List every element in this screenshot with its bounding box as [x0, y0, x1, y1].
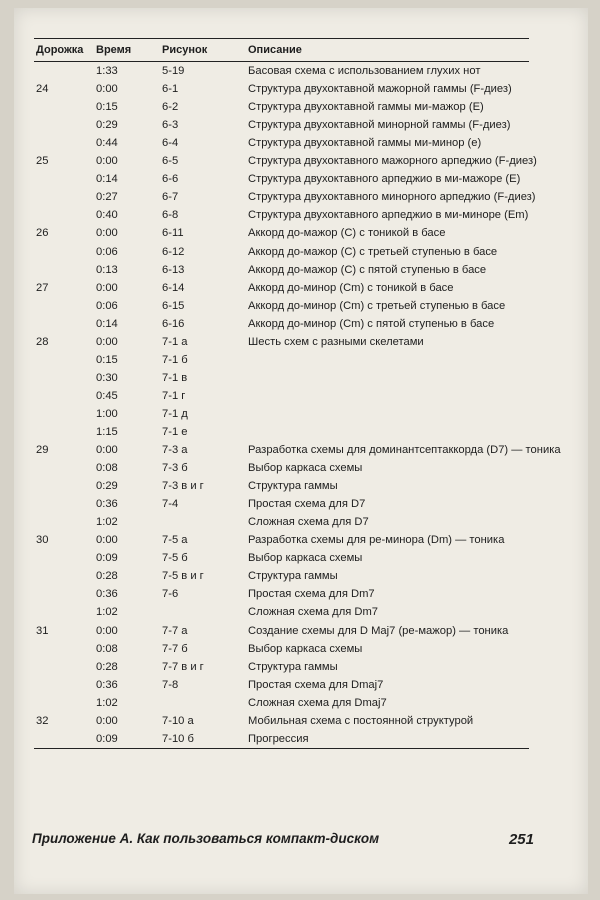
cell-time: 0:00: [96, 714, 118, 727]
cell-track: [34, 585, 94, 603]
cell-track: [34, 477, 94, 495]
cell-track: 27: [36, 281, 49, 294]
cell-description: Выбор каркаса схемы: [248, 462, 363, 475]
cell-figure: 7-10 а: [162, 714, 194, 727]
cell-track: [34, 243, 94, 261]
cell-figure: 7-8: [162, 678, 179, 691]
cell-figure: 7-7 а: [162, 624, 188, 637]
cell-description: Структура двухоктавного арпеджио в ми-мажоре (E): [248, 173, 521, 186]
cell-time: 0:14: [96, 317, 118, 330]
cell-figure: 5-19: [162, 65, 185, 78]
table-row: [34, 170, 529, 188]
cell-track: 29: [36, 444, 49, 457]
table-row: [34, 459, 529, 477]
cell-description: Прогрессия: [246, 730, 529, 749]
cell-track: [34, 567, 94, 585]
cell-time: 0:08: [96, 642, 118, 655]
cell-description: Сложная схема для Dm7: [248, 606, 379, 619]
cell-track: 28: [36, 335, 49, 348]
cell-description: [246, 387, 529, 405]
table-row: [34, 640, 529, 658]
cell-figure: 7-3 в и г: [162, 480, 204, 493]
cell-description: Выбор каркаса схемы: [248, 552, 363, 565]
cell-track: 24: [36, 83, 49, 96]
table-row: [34, 297, 529, 315]
cell-description: Создание схемы для D Maj7 (ре-мажор) — тоника: [248, 624, 509, 637]
cell-track: [34, 315, 94, 333]
cell-description: Разработка схемы для доминантсептаккорда (D7) — тоника: [248, 444, 561, 457]
cell-description: Аккорд до-мажор (C) с третьей ступенью в басе: [248, 245, 498, 258]
table-row: [34, 513, 529, 531]
table-row: [34, 152, 529, 170]
cell-time: 0:40: [96, 209, 118, 222]
cell-figure: 6-7: [162, 191, 179, 204]
cell-time: 0:00: [96, 227, 118, 240]
cell-time: 0:00: [96, 281, 118, 294]
cell-time: 0:14: [96, 173, 118, 186]
cell-figure: 7-1 е: [162, 425, 188, 438]
table-row: [34, 531, 529, 549]
track-table: [34, 38, 561, 749]
cell-track: [34, 188, 94, 206]
cell-figure: [160, 694, 246, 712]
cell-figure: [160, 513, 246, 531]
cell-description: Структура двухоктавной мажорной гаммы (F-диез): [248, 83, 512, 96]
cell-track: [34, 369, 94, 387]
cell-track: [34, 603, 94, 621]
table-row: [34, 351, 529, 369]
page-footer: [32, 831, 534, 848]
cell-track: 31: [36, 624, 49, 637]
table-header: [34, 39, 529, 62]
table-row: [34, 98, 529, 116]
cell-time: 0:15: [96, 353, 118, 366]
cell-track: [34, 387, 94, 405]
cell-time: 0:06: [96, 299, 118, 312]
cell-track: [34, 459, 94, 477]
table-row: [34, 405, 529, 423]
table-row: [34, 116, 529, 134]
table-row: [34, 622, 529, 640]
cell-figure: 6-8: [162, 209, 179, 222]
cell-track: [34, 261, 94, 279]
cell-time: 0:08: [96, 462, 118, 475]
cell-time: 0:27: [96, 191, 118, 204]
cell-description: Разработка схемы для ре-минора (Dm) — тоника: [248, 534, 505, 547]
cell-track: 26: [36, 227, 49, 240]
footer-title: Приложение А. Как пользоваться компакт-диском: [32, 831, 380, 846]
cell-description: Сложная схема для D7: [248, 516, 369, 529]
cell-time: 0:28: [96, 570, 118, 583]
cell-description: Шесть схем с разными скелетами: [248, 335, 424, 348]
table-row: [34, 567, 529, 585]
table-row: [34, 369, 529, 387]
table-row: [34, 495, 529, 513]
cell-track: [34, 116, 94, 134]
cell-track: [34, 170, 94, 188]
cell-time: 0:13: [96, 263, 118, 276]
cell-track: 30: [36, 534, 49, 547]
cell-figure: 6-3: [162, 119, 179, 132]
cell-track: [34, 549, 94, 567]
table-row: [34, 206, 529, 224]
cell-figure: 6-16: [162, 317, 185, 330]
cell-figure: 6-6: [162, 173, 179, 186]
cell-figure: 7-6: [162, 588, 179, 601]
table-row: [34, 80, 529, 98]
cell-track: [34, 423, 94, 441]
cell-time: 0:36: [96, 498, 118, 511]
cell-description: Аккорд до-минор (Cm) с тоникой в басе: [248, 281, 454, 294]
cell-track: [34, 495, 94, 513]
cell-time: 0:00: [96, 335, 118, 348]
cell-figure: 7-1 г: [162, 389, 186, 402]
cell-description: Структура гаммы: [248, 570, 338, 583]
table-row: [34, 585, 529, 603]
table-row: [34, 333, 529, 351]
table-row: [34, 423, 529, 441]
cell-figure: 7-4: [162, 498, 179, 511]
table-body: [34, 62, 561, 749]
cell-time: 1:02: [96, 606, 118, 619]
cell-figure: 7-5 б: [162, 552, 188, 565]
cell-time: 0:00: [96, 83, 118, 96]
cell-track: [34, 513, 94, 531]
table-row: [34, 62, 529, 81]
table-row: [34, 134, 529, 152]
cell-time: 0:29: [96, 119, 118, 132]
cell-time: 0:36: [96, 588, 118, 601]
cell-time: 0:44: [96, 137, 118, 150]
cell-track: [34, 134, 94, 152]
cell-figure: 7-7 в и г: [162, 660, 204, 673]
cell-description: Структура двухоктавной гаммы ми-минор (e): [248, 137, 482, 150]
cell-description: Аккорд до-минор (Cm) с пятой ступенью в басе: [248, 317, 495, 330]
cell-figure: 7-10 б: [160, 730, 246, 749]
cell-figure: 6-14: [162, 281, 185, 294]
cell-figure: 7-5 в и г: [162, 570, 204, 583]
cell-track: [34, 730, 94, 749]
cell-description: Структура двухоктавного мажорного арпеджио (F-диез): [248, 155, 537, 168]
cell-time: 1:02: [96, 696, 118, 709]
header-row: [34, 39, 529, 62]
cell-figure: 7-1 а: [162, 335, 188, 348]
cell-track: [34, 694, 94, 712]
cell-figure: 7-5 а: [162, 534, 188, 547]
table-row: [34, 224, 529, 242]
cell-track: [34, 62, 94, 81]
cell-description: [246, 351, 529, 369]
cell-description: Аккорд до-мажор (C) с пятой ступенью в басе: [248, 263, 487, 276]
cell-figure: 6-11: [162, 227, 184, 240]
table-row: [34, 243, 529, 261]
cell-time: 0:29: [96, 480, 118, 493]
cell-track: [34, 351, 94, 369]
cell-figure: 7-1 д: [162, 407, 188, 420]
cell-description: Сложная схема для Dmaj7: [248, 696, 387, 709]
table-row: [34, 279, 529, 297]
cell-track: [34, 98, 94, 116]
cell-time: 0:06: [96, 245, 118, 258]
cell-description: [246, 423, 529, 441]
cell-time: 0:36: [96, 678, 118, 691]
cell-description: Простая схема для Dmaj7: [248, 678, 384, 691]
cell-description: Структура гаммы: [248, 660, 338, 673]
table-row: [34, 712, 529, 730]
cell-description: Аккорд до-минор (Cm) с третьей ступенью в басе: [248, 299, 506, 312]
cell-figure: 7-1 б: [162, 353, 188, 366]
cell-track: [34, 640, 94, 658]
cell-time: 0:45: [96, 389, 118, 402]
cell-track: [34, 297, 94, 315]
cell-time: 0:00: [96, 624, 118, 637]
cell-description: Структура двухоктавной минорной гаммы (F-диез): [248, 119, 511, 132]
cell-figure: 7-3 б: [162, 462, 188, 475]
cell-track: [34, 658, 94, 676]
cell-time: 0:28: [96, 660, 118, 673]
cell-time: 1:02: [96, 516, 118, 529]
table-row: [34, 603, 529, 621]
table-row: [34, 549, 529, 567]
cell-track: [34, 206, 94, 224]
cell-figure: 7-3 а: [162, 444, 188, 457]
cell-time: 1:00: [96, 407, 118, 420]
cell-description: Простая схема для Dm7: [248, 588, 375, 601]
table-row: [34, 188, 529, 206]
cell-time: 0:00: [96, 155, 118, 168]
cell-track: [34, 405, 94, 423]
cell-description: Выбор каркаса схемы: [248, 642, 363, 655]
cell-figure: 6-15: [162, 299, 185, 312]
header-track: Дорожка: [34, 39, 94, 62]
cell-description: [246, 405, 529, 423]
book-page: [14, 8, 588, 894]
cell-description: Структура гаммы: [248, 480, 338, 493]
cell-description: Структура двухоктавного минорного арпеджио (F-диез): [248, 191, 536, 204]
cell-description: [246, 369, 529, 387]
page-number: 251: [508, 831, 534, 848]
cell-description: Басовая схема с использованием глухих нот: [248, 65, 481, 78]
cell-description: Простая схема для D7: [248, 498, 366, 511]
table-row: [34, 441, 529, 459]
cell-description: Аккорд до-мажор (C) с тоникой в басе: [248, 227, 446, 240]
cell-figure: 6-1: [162, 83, 179, 96]
cell-description: Структура двухоктавного арпеджио в ми-миноре (Em): [248, 209, 529, 222]
header-time: Время: [94, 39, 160, 62]
cell-time: 0:09: [96, 552, 118, 565]
cell-figure: 6-13: [162, 263, 185, 276]
table-row: [34, 730, 529, 749]
cell-figure: 7-1 в: [162, 371, 188, 384]
header-description: Описание: [246, 39, 529, 62]
cell-figure: 6-4: [162, 137, 179, 150]
cell-time: 0:09: [94, 730, 160, 749]
cell-track: [34, 676, 94, 694]
table-row: [34, 658, 529, 676]
cell-time: 0:00: [96, 534, 118, 547]
cell-time: 1:15: [96, 425, 118, 438]
table-row: [34, 477, 529, 495]
table-row: [34, 315, 529, 333]
table-row: [34, 387, 529, 405]
cell-track: 25: [36, 155, 49, 168]
cell-time: 0:30: [96, 371, 118, 384]
cell-time: 0:15: [96, 101, 118, 114]
header-figure: Рисунок: [160, 39, 246, 62]
cell-description: Структура двухоктавной гаммы ми-мажор (E): [248, 101, 484, 114]
table-row: [34, 261, 529, 279]
cell-figure: 6-12: [162, 245, 185, 258]
cell-figure: [160, 603, 246, 621]
cell-track: 32: [36, 714, 49, 727]
cell-time: 1:33: [96, 65, 118, 78]
cell-description: Мобильная схема с постоянной структурой: [248, 714, 474, 727]
cell-figure: 6-2: [162, 101, 179, 114]
cell-time: 0:00: [96, 444, 118, 457]
table-row: [34, 694, 529, 712]
cell-figure: 6-5: [162, 155, 179, 168]
table-row: [34, 676, 529, 694]
cell-figure: 7-7 б: [162, 642, 188, 655]
